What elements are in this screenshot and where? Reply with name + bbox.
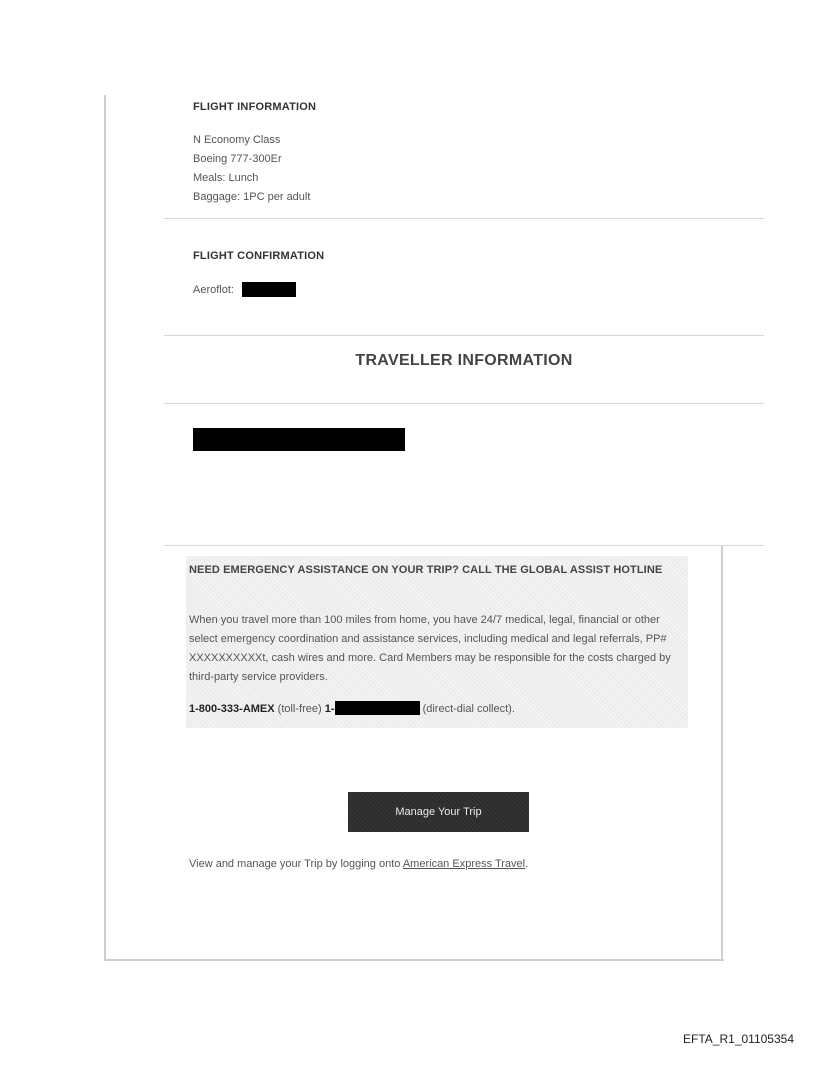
manage-trip-text-before: View and manage your Trip by logging onto (189, 858, 403, 870)
flight-confirmation-title: FLIGHT CONFIRMATION (193, 250, 325, 262)
divider (164, 403, 764, 404)
redacted-confirmation-code (242, 282, 296, 297)
assistance-phone-line (189, 701, 515, 715)
flight-meals: Meals: Lunch (193, 172, 259, 184)
tollfree-number: 1-800-333-AMEX (189, 703, 275, 715)
flight-baggage: Baggage: 1PC per adult (193, 191, 311, 203)
traveller-information-title: TRAVELLER INFORMATION (355, 352, 573, 369)
document-id: EFTA_R1_01105354 (683, 1032, 794, 1046)
flight-class: N Economy Class (193, 134, 281, 146)
assistance-body: When you travel more than 100 miles from home, you have 24/7 medical, legal, financial or other select emergency coordination and assistance services, including medical and legal referrals, PP# XXXXXXXXXXt, cash wires and more. Card Members may be responsible for the costs charged by third-party service providers. (189, 614, 671, 683)
tollfree-label: (toll-free) (277, 703, 322, 715)
manage-trip-text-after: . (525, 858, 529, 870)
aeroflot-label: Aeroflot: (193, 284, 234, 296)
divider (164, 335, 764, 336)
frame-left-border (104, 95, 106, 961)
flight-aircraft: Boeing 777-300Er (193, 153, 282, 165)
frame-right-border (721, 546, 723, 961)
assistance-title: NEED EMERGENCY ASSISTANCE ON YOUR TRIP? CALL THE GLOBAL ASSIST HOTLINE (189, 564, 663, 576)
american-express-travel-link[interactable]: American Express Travel (402, 858, 526, 870)
flight-information-title: FLIGHT INFORMATION (193, 101, 317, 113)
collect-number-prefix: 1- (324, 703, 335, 715)
redacted-collect-number (335, 701, 420, 715)
frame-bottom-border (104, 959, 724, 961)
emergency-assistance-box (186, 556, 688, 728)
divider (164, 545, 764, 546)
manage-trip-text (189, 858, 528, 870)
manage-your-trip-button[interactable]: Manage Your Trip (348, 792, 529, 832)
collect-label: (direct-dial collect). (422, 703, 515, 715)
redacted-traveller-name (193, 428, 405, 451)
divider (164, 218, 764, 219)
